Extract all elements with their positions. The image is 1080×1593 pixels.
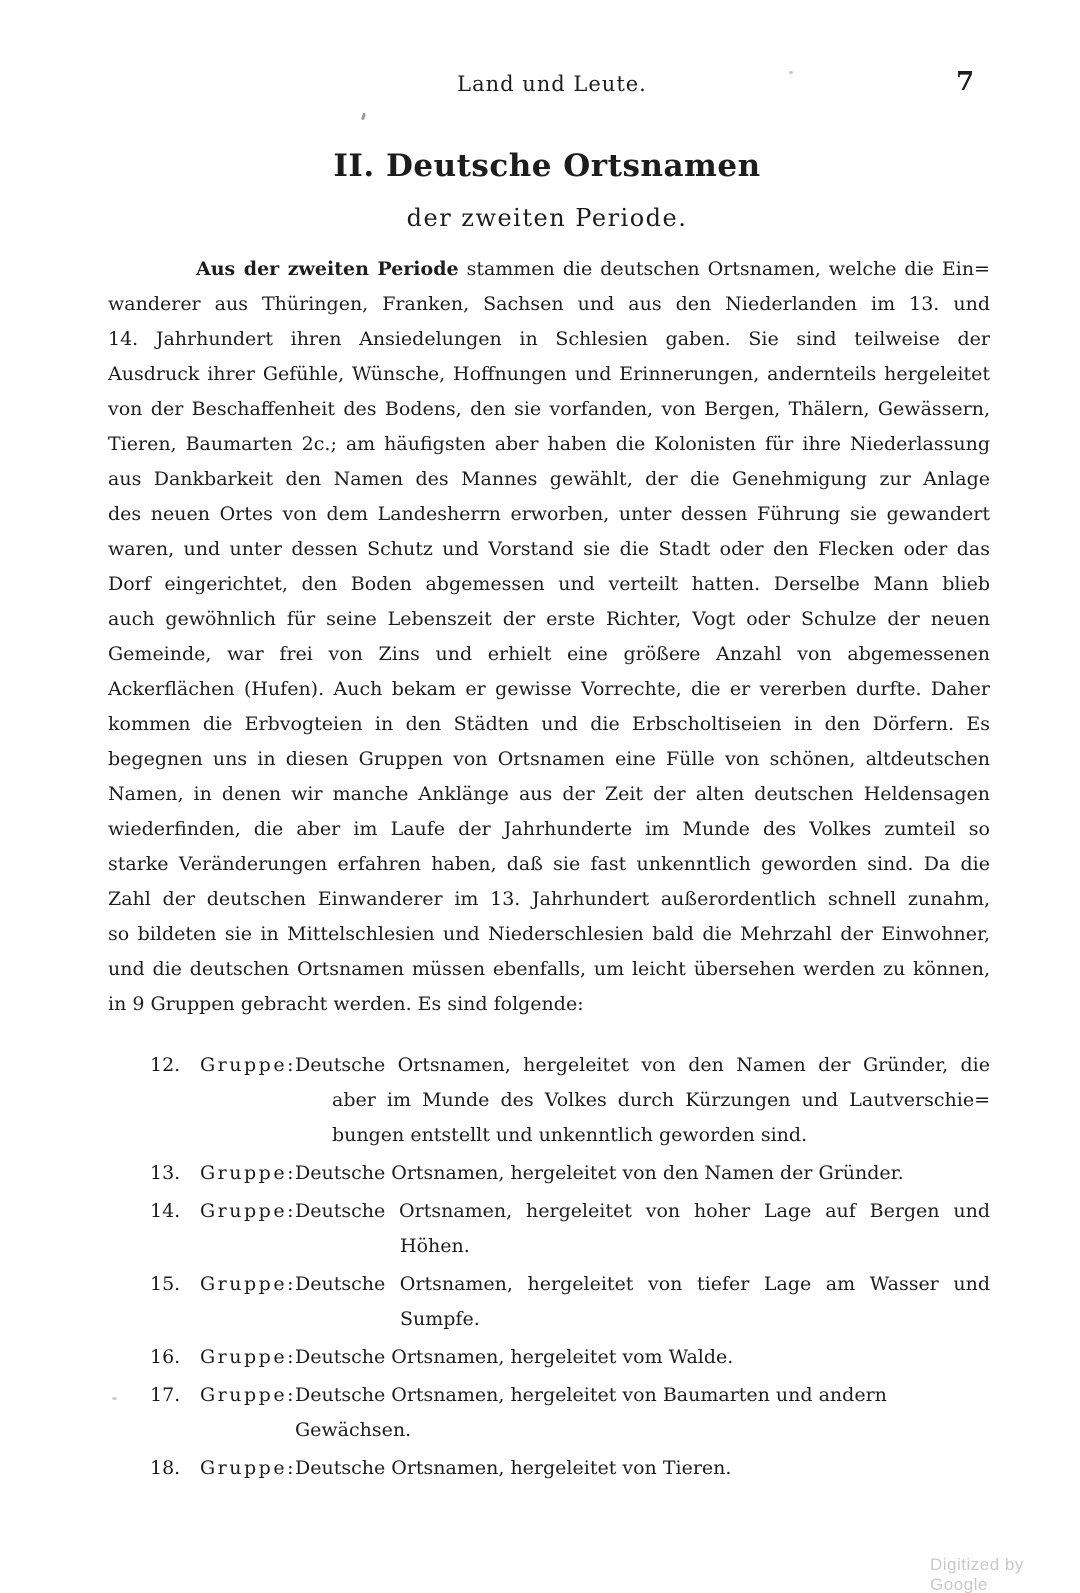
group-label: Gruppe: xyxy=(200,1346,296,1368)
paragraph-line: begegnen uns in diesen Gruppen von Ortsnamen eine Fülle von schönen, altdeutschen xyxy=(108,748,990,770)
paragraph-line: und die deutschen Ortsnamen müssen ebenfalls, um leicht übersehen werden zu können, xyxy=(108,958,990,980)
paragraph-line: von der Beschaffenheit des Bodens, den sie vorfanden, von Bergen, Thälern, Gewässern, xyxy=(108,398,990,420)
group-line: Deutsche Ortsnamen, hergeleitet von Tieren. xyxy=(295,1457,732,1479)
group-label: Gruppe: xyxy=(200,1200,296,1222)
group-number: 13. xyxy=(150,1162,181,1184)
paragraph-line: Ausdruck ihrer Gefühle, Wünsche, Hoffnungen und Erinnerungen, andernteils hergeleitet xyxy=(108,363,990,385)
paragraph-line: auch gewöhnlich für seine Lebenszeit der erste Richter, Vogt oder Schulze der neuen xyxy=(108,608,990,630)
group-label: Gruppe: xyxy=(200,1162,296,1184)
paragraph-line xyxy=(108,252,990,287)
group-item-16 xyxy=(150,1340,990,1375)
paragraph-line: 14. Jahrhundert ihren Ansiedelungen in Schlesien gaben. Sie sind teilweise der xyxy=(108,328,990,350)
paragraph-line: Tieren, Baumarten 2c.; am häufigsten aber haben die Kolonisten für ihre Niederlassung xyxy=(108,433,990,455)
group-line: bungen entstellt und unkenntlich geworden sind. xyxy=(332,1124,808,1146)
group-item-14 xyxy=(150,1194,990,1264)
group-label: Gruppe: xyxy=(200,1457,296,1479)
group-number: 16. xyxy=(150,1346,181,1368)
group-number: 17. xyxy=(150,1384,181,1406)
print-speck xyxy=(112,1397,117,1400)
group-line: Höhen. xyxy=(400,1235,470,1257)
paragraph-line: Ackerflächen (Hufen). Auch bekam er gewisse Vorrechte, die er vererben durfte. Daher xyxy=(108,678,990,700)
group-text xyxy=(295,1267,990,1337)
paragraph-line: in 9 Gruppen gebracht werden. Es sind folgende: xyxy=(108,993,584,1015)
paragraph-line: waren, und unter dessen Schutz und Vorstand sie die Stadt oder den Flecken oder das xyxy=(108,538,990,560)
print-speck xyxy=(789,71,793,74)
group-item-15 xyxy=(150,1267,990,1337)
group-item-17 xyxy=(150,1378,990,1448)
print-speck xyxy=(361,113,366,121)
paragraph-line: starke Veränderungen erfahren haben, daß sie fast unkenntlich geworden sind. Da die xyxy=(108,853,990,875)
paragraph-line: Dorf eingerichtet, den Boden abgemessen und verteilt hatten. Derselbe Mann blieb xyxy=(108,573,990,595)
paragraph-line: so bildeten sie in Mittelschlesien und Niederschlesien bald die Mehrzahl der Einwohner, xyxy=(108,923,990,945)
group-line: Deutsche Ortsnamen, hergeleitet von hoher Lage auf Bergen und xyxy=(295,1200,990,1222)
group-line: Sumpfe. xyxy=(400,1308,480,1330)
group-label: Gruppe: xyxy=(200,1054,296,1076)
group-label: Gruppe: xyxy=(200,1273,296,1295)
group-number: 18. xyxy=(150,1457,181,1479)
group-text xyxy=(295,1451,990,1486)
group-line: Deutsche Ortsnamen, hergeleitet von tiefer Lage am Wasser und xyxy=(295,1273,990,1295)
paragraph-line: des neuen Ortes von dem Landesherrn erworben, unter dessen Führung sie gewandert xyxy=(108,503,990,525)
group-text xyxy=(295,1048,990,1153)
group-text xyxy=(295,1194,990,1264)
group-number: 14. xyxy=(150,1200,181,1222)
group-list xyxy=(150,1048,990,1489)
digitized-by-google-watermark: Digitized by Google xyxy=(930,1555,1024,1593)
paragraph-lead-bold: Aus der zweiten Periode xyxy=(196,258,459,280)
group-item-13 xyxy=(150,1156,990,1191)
group-text xyxy=(295,1340,990,1375)
group-text xyxy=(295,1156,990,1191)
paragraph-line: wiederfinden, die aber im Laufe der Jahrhunderte im Munde des Volkes zumteil so xyxy=(108,818,990,840)
chapter-title: II. Deutsche Ortsnamen xyxy=(333,148,761,184)
group-item-18 xyxy=(150,1451,990,1486)
group-line: Deutsche Ortsnamen, hergeleitet von den Namen der Gründer, die xyxy=(295,1054,990,1076)
group-line: aber im Munde des Volkes durch Kürzungen und Lautverschie= xyxy=(332,1089,990,1111)
group-line: Deutsche Ortsnamen, hergeleitet von Baumarten und andern Gewächsen. xyxy=(295,1384,887,1441)
paragraph-line: Namen, in denen wir manche Anklänge aus der Zeit der alten deutschen Heldensagen xyxy=(108,783,990,805)
group-number: 12. xyxy=(150,1054,181,1076)
paragraph-line: wanderer aus Thüringen, Franken, Sachsen und aus den Niederlanden im 13. und xyxy=(108,293,990,315)
body-paragraph xyxy=(108,252,990,1022)
paragraph-line: aus Dankbarkeit den Namen des Mannes gewählt, der die Genehmigung zur Anlage xyxy=(108,468,990,490)
group-item-12 xyxy=(150,1048,990,1153)
group-text xyxy=(295,1378,990,1448)
group-line: Deutsche Ortsnamen, hergeleitet vom Walde. xyxy=(295,1346,734,1368)
paragraph-line-text: stammen die deutschen Ortsnamen, welche die Ein= xyxy=(466,258,990,280)
paragraph-line: Gemeinde, war frei von Zins und erhielt eine größere Anzahl von abgemessenen xyxy=(108,643,990,665)
running-title: Land und Leute. xyxy=(457,72,647,96)
group-line: Deutsche Ortsnamen, hergeleitet von den Namen der Gründer. xyxy=(295,1162,904,1184)
paragraph-line: Zahl der deutschen Einwanderer im 13. Jahrhundert außerordentlich schnell zunahm, xyxy=(108,888,990,910)
page-number: 7 xyxy=(956,67,975,97)
group-label: Gruppe: xyxy=(200,1384,296,1406)
group-number: 15. xyxy=(150,1273,181,1295)
paragraph-line: kommen die Erbvogteien in den Städten und die Erbscholtiseien in den Dörfern. Es xyxy=(108,713,990,735)
chapter-subtitle: der zweiten Periode. xyxy=(406,204,688,232)
